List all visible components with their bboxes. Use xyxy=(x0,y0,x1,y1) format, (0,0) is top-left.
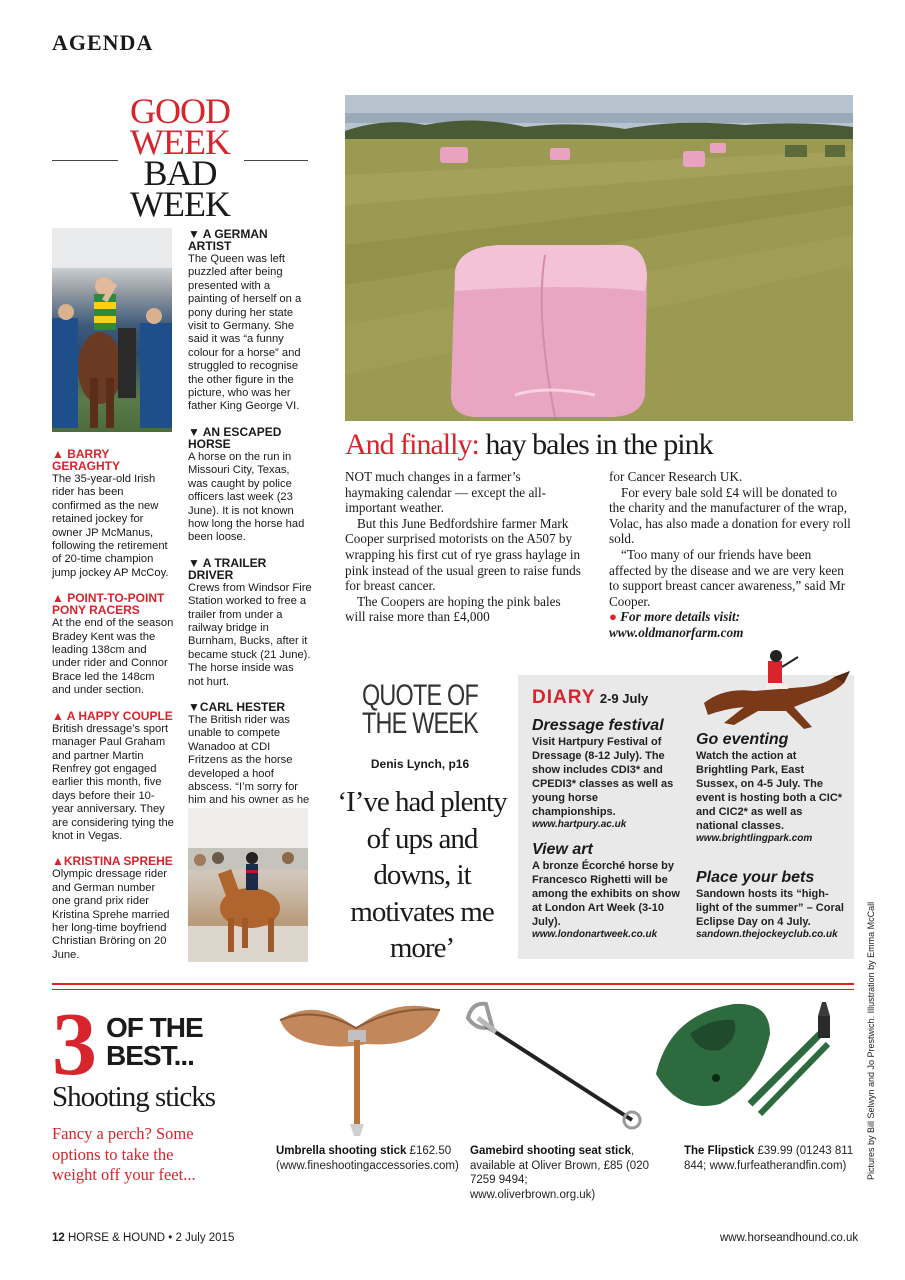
diary-entry-link[interactable]: www.londonartweek.co.uk xyxy=(532,929,658,940)
bad-item-body: The British rider was unable to compete Wanadoo at CDI Fritzens as the horse developed a hoof abscess. “I’m sorry for him and his owner as he xyxy=(188,713,310,807)
quote-text: ‘I’ve had plenty of ups and downs, it motivates me more’ xyxy=(337,786,507,964)
diary-box xyxy=(518,675,854,959)
good-item-body: British dressage’s sport manager Paul Graham and partner Martin Renfrey got engaged earlier this month, five days before their 10-year anniversary. They are considering tying the knot in Vegas. xyxy=(52,722,174,842)
bad-item-head: ▼ A TRAILER DRIVER xyxy=(188,555,267,582)
product-caption xyxy=(276,1144,459,1173)
umbrella-stick-image xyxy=(276,996,446,1136)
diary-entry-title: View art xyxy=(532,841,593,858)
article-paragraph: The Coopers are hoping the pink bales will raise more than £4,000 xyxy=(345,593,561,625)
magazine-issue: HORSE & HOUND • 2 July 2015 xyxy=(64,1232,235,1244)
product-caption xyxy=(470,1144,656,1202)
best-number: 3 xyxy=(52,995,97,1094)
bad-week-column xyxy=(188,228,312,833)
product-name: Umbrella shooting stick xyxy=(276,1145,407,1157)
good-item-head: ▲ BARRY GERAGHTY xyxy=(52,447,121,473)
good-item-head: ▲KRISTINA SPREHE xyxy=(52,854,173,869)
photo-carl-hester xyxy=(188,808,308,962)
section-rule-top xyxy=(52,983,854,985)
and-finally-lead: And finally: xyxy=(345,428,479,461)
article-paragraph: For every bale sold £4 will be donated to the charity and the manufacturer of the wrap, Volac, has also made a donation for every roll sold. xyxy=(609,484,851,547)
diary-entry-body: Visit Hartpury Festival of Dressage (8-12 July). The show includes CDI3* and CPEDI3* classes as well as young horse championships. xyxy=(532,736,674,818)
product-details: , available at Oliver Brown, £85 (020 7259 9494; www.oliverbrown.org.uk) xyxy=(470,1145,649,1201)
bad-item xyxy=(188,557,312,689)
diary-entry-title: Place your bets xyxy=(696,869,815,886)
diary-entry-title: Go eventing xyxy=(696,731,789,748)
week-word-good: WEEK xyxy=(130,122,230,162)
diary-dates: 2-9 July xyxy=(599,691,649,706)
diary-heading xyxy=(532,687,648,709)
bad-item xyxy=(188,228,312,414)
bad-item-head: ▼CARL HESTER xyxy=(188,699,285,714)
of-the-best-line: BEST... xyxy=(106,1040,194,1071)
section-title: AGENDA xyxy=(52,30,154,55)
product-name: Gamebird shooting seat stick xyxy=(470,1145,632,1157)
section-rule-bottom xyxy=(52,989,854,990)
good-item-head: ▲ POINT-TO-POINT PONY RACERS xyxy=(52,591,165,618)
bad-item-body: A horse on the run in Missouri City, Texas, was caught by police officers last week (23 June). It is not known how long the horse had been loose. xyxy=(188,450,305,544)
page-number: 12 xyxy=(52,1232,65,1244)
article-paragraph: NOT much changes in a farmer’s haymaking calendar — except the all-important weather. xyxy=(345,469,547,516)
title-rule-right xyxy=(244,160,308,161)
article-paragraph: “Too many of our friends have been affected by the disease and we are very keen to support breast cancer awareness,” said Mr Cooper. xyxy=(609,546,846,609)
bad-item-head: ▼ A GERMAN ARTIST xyxy=(188,227,268,253)
photo-pink-hay-bales xyxy=(345,95,853,421)
diary-entry xyxy=(532,841,680,940)
diary-entry-title: Dressage festival xyxy=(532,717,664,734)
page-footer-left xyxy=(52,1232,234,1244)
quote-label-line: QUOTE OF xyxy=(362,679,478,712)
shooting-sticks-title: Shooting sticks xyxy=(52,1081,216,1113)
and-finally-title: hay bales in the pink xyxy=(478,428,713,461)
good-week-column xyxy=(52,448,174,974)
horse-rider-illustration xyxy=(694,647,862,738)
good-item xyxy=(52,448,174,580)
diary-entry-link[interactable]: sandown.thejockeyclub.co.uk xyxy=(696,929,838,940)
title-rule-left xyxy=(52,160,118,161)
flipstick-image xyxy=(650,994,850,1138)
diary-entry xyxy=(696,731,846,844)
picture-credits: Pictures by Bill Selwyn and Jo Prestwich. Illustration by Emma McCall xyxy=(866,901,876,1180)
diary-entry xyxy=(696,869,846,940)
bad-item-body: The Queen was left puzzled after being presented with a painting of herself on a pony during her state visit to Germany. She said it was “a funny colour for a horse” and struggled to recognise the other figure in the picture, who was her father King George VI. xyxy=(188,253,302,413)
bullet-icon: ● xyxy=(609,609,617,625)
good-item xyxy=(52,855,174,962)
bad-item xyxy=(188,426,312,545)
of-the-best-label xyxy=(106,1014,203,1070)
product-details: £39.99 (01243 811 844; www.furfeatherandfin.com) xyxy=(684,1145,854,1172)
more-details-link[interactable] xyxy=(609,609,854,640)
quote-label-line: THE WEEK xyxy=(362,707,478,740)
shooting-sticks-intro: Fancy a perch? Some options to take the weight off your feet... xyxy=(52,1124,196,1184)
product-caption xyxy=(684,1144,854,1173)
good-item-body: The 35-year-old Irish rider has been confirmed as the new retained jockey for owner JP McManus, following the retirement of 20-time champion jump jockey AP McCoy. xyxy=(52,473,169,579)
diary-entry-link[interactable]: www.hartpury.ac.uk xyxy=(532,819,627,830)
good-word: GOOD xyxy=(130,91,230,131)
of-the-best-line: OF THE xyxy=(106,1012,203,1043)
good-item xyxy=(52,592,174,697)
quote-credit: Denis Lynch, p16 xyxy=(370,757,470,771)
diary-entry-link[interactable]: www.brightlingpark.com xyxy=(696,833,813,844)
website-url[interactable]: www.horseandhound.co.uk xyxy=(720,1232,859,1244)
and-finally-headline xyxy=(345,428,855,462)
diary-entry-body: Sandown hosts its “high-light of the summer” – Coral Eclipse Day on 4 July. xyxy=(696,888,844,928)
diary-entry xyxy=(532,717,680,830)
bad-item xyxy=(188,701,312,821)
and-finally-column-2 xyxy=(609,469,854,641)
diary-entry-body: A bronze Écorché horse by Francesco Righetti will be among the exhibits on show at London Art Week (3-10 July). xyxy=(532,860,680,928)
diary-entry-body: Watch the action at Brightling Park, East Sussex, on 4-5 July. The event is hosting both a CIC* and CIC2* as well as national classes. xyxy=(696,750,843,832)
week-word-bad: WEEK xyxy=(130,184,230,224)
and-finally-column-1 xyxy=(345,469,581,625)
good-item xyxy=(52,710,174,844)
gamebird-stick-image xyxy=(462,996,652,1136)
good-item-body: Olympic dressage rider and German number one grand prix rider Kristina Sprehe married her long-time boyfriend Christian Bröring on 20 June. xyxy=(52,868,170,961)
bad-item-head: ▼ AN ESCAPED HORSE xyxy=(188,424,282,451)
more-details-text: For more details visit: www.oldmanorfarm.com xyxy=(609,609,744,640)
good-week-bad-week-title xyxy=(118,91,242,224)
quote-of-the-week-label xyxy=(350,679,490,740)
bad-item-body: Crews from Windsor Fire Station worked to free a trailer from under a railway bridge in Burnham, Bucks, after it became stuck (21 June). The horse inside was not hurt. xyxy=(188,581,312,688)
article-paragraph: But this June Bedfordshire farmer Mark Cooper surprised motorists on the A507 by wrapping his first cut of rye grass haylage in pink instead of the usual green to raise funds for breast cancer. xyxy=(345,515,581,594)
article-paragraph: for Cancer Research UK. xyxy=(609,469,743,484)
photo-barry-geraghty xyxy=(52,228,172,432)
good-item-head: ▲ A HAPPY COUPLE xyxy=(52,708,173,723)
diary-label: DIARY xyxy=(532,687,596,708)
product-details: £162.50 (www.fineshootingaccessories.com) xyxy=(276,1145,459,1172)
good-item-body: At the end of the season Bradey Kent was the leading 138cm and under rider and Connor Brace led the 148cm and under section. xyxy=(52,617,174,697)
bad-word: BAD xyxy=(143,153,217,193)
product-name: The Flipstick xyxy=(684,1145,755,1157)
